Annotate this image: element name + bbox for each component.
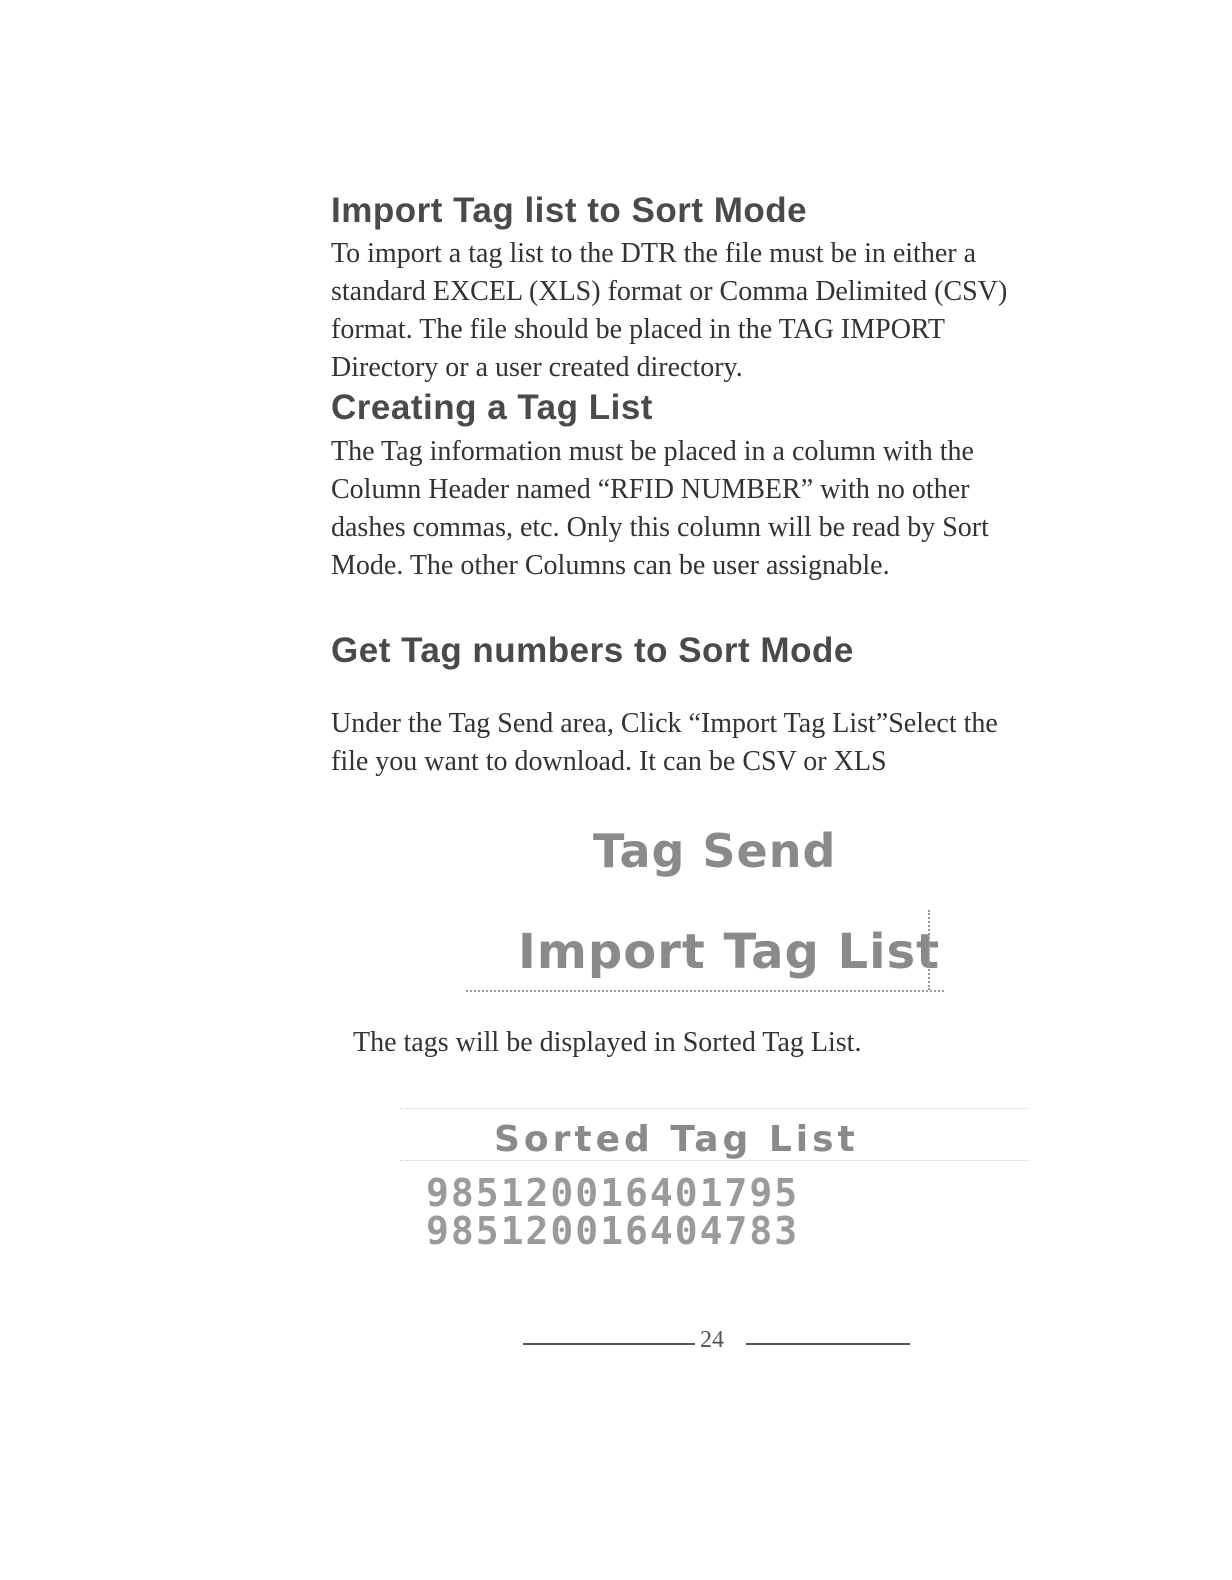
import-tag-list-button-label: Import Tag List xyxy=(518,924,941,980)
creating-heading: Creating a Tag List xyxy=(331,388,653,427)
sorted-tag-list-panel xyxy=(400,1108,1028,1253)
page-number: 24 xyxy=(700,1327,724,1353)
get-paragraph xyxy=(331,705,998,781)
creating-paragraph xyxy=(331,433,989,585)
creating-paragraph-line: Mode. The other Columns can be user assignable. xyxy=(331,550,890,581)
sorted-tag-item[interactable]: 985120016404783 xyxy=(426,1209,800,1253)
button-border-right xyxy=(928,910,930,990)
import-paragraph-line: format. The file should be placed in the TAG IMPORT xyxy=(331,314,946,345)
import-paragraph xyxy=(331,235,1007,387)
sorted-tag-list-title: Sorted Tag List xyxy=(494,1119,859,1160)
get-paragraph-line: Under the Tag Send area, Click “Import Tag List”Select the xyxy=(331,708,998,739)
tag-send-title: Tag Send xyxy=(593,824,837,878)
import-paragraph-line: Directory or a user created directory. xyxy=(331,352,743,383)
import-tag-list-button[interactable] xyxy=(466,918,944,998)
creating-paragraph-line: The Tag information must be placed in a column with the xyxy=(331,436,974,467)
footer-rule-left xyxy=(523,1343,695,1345)
get-heading: Get Tag numbers to Sort Mode xyxy=(331,631,854,670)
import-paragraph-line: To import a tag list to the DTR the file must be in either a xyxy=(331,238,977,269)
get-paragraph-line: file you want to download. It can be CSV or XLS xyxy=(331,746,887,777)
footer-rule-right xyxy=(746,1343,910,1345)
creating-paragraph-line: dashes commas, etc. Only this column will be read by Sort xyxy=(331,512,989,543)
panel-header-rule xyxy=(400,1160,1028,1161)
creating-paragraph-line: Column Header named “RFID NUMBER” with no other xyxy=(331,474,970,505)
sorted-note: The tags will be displayed in Sorted Tag List. xyxy=(353,1027,862,1058)
import-heading: Import Tag list to Sort Mode xyxy=(331,191,808,230)
sorted-tag-item[interactable]: 985120016401795 xyxy=(426,1171,800,1215)
panel-top-rule xyxy=(400,1108,1028,1109)
button-border-bottom xyxy=(466,990,944,992)
import-paragraph-line: standard EXCEL (XLS) format or Comma Delimited (CSV) xyxy=(331,276,1008,307)
